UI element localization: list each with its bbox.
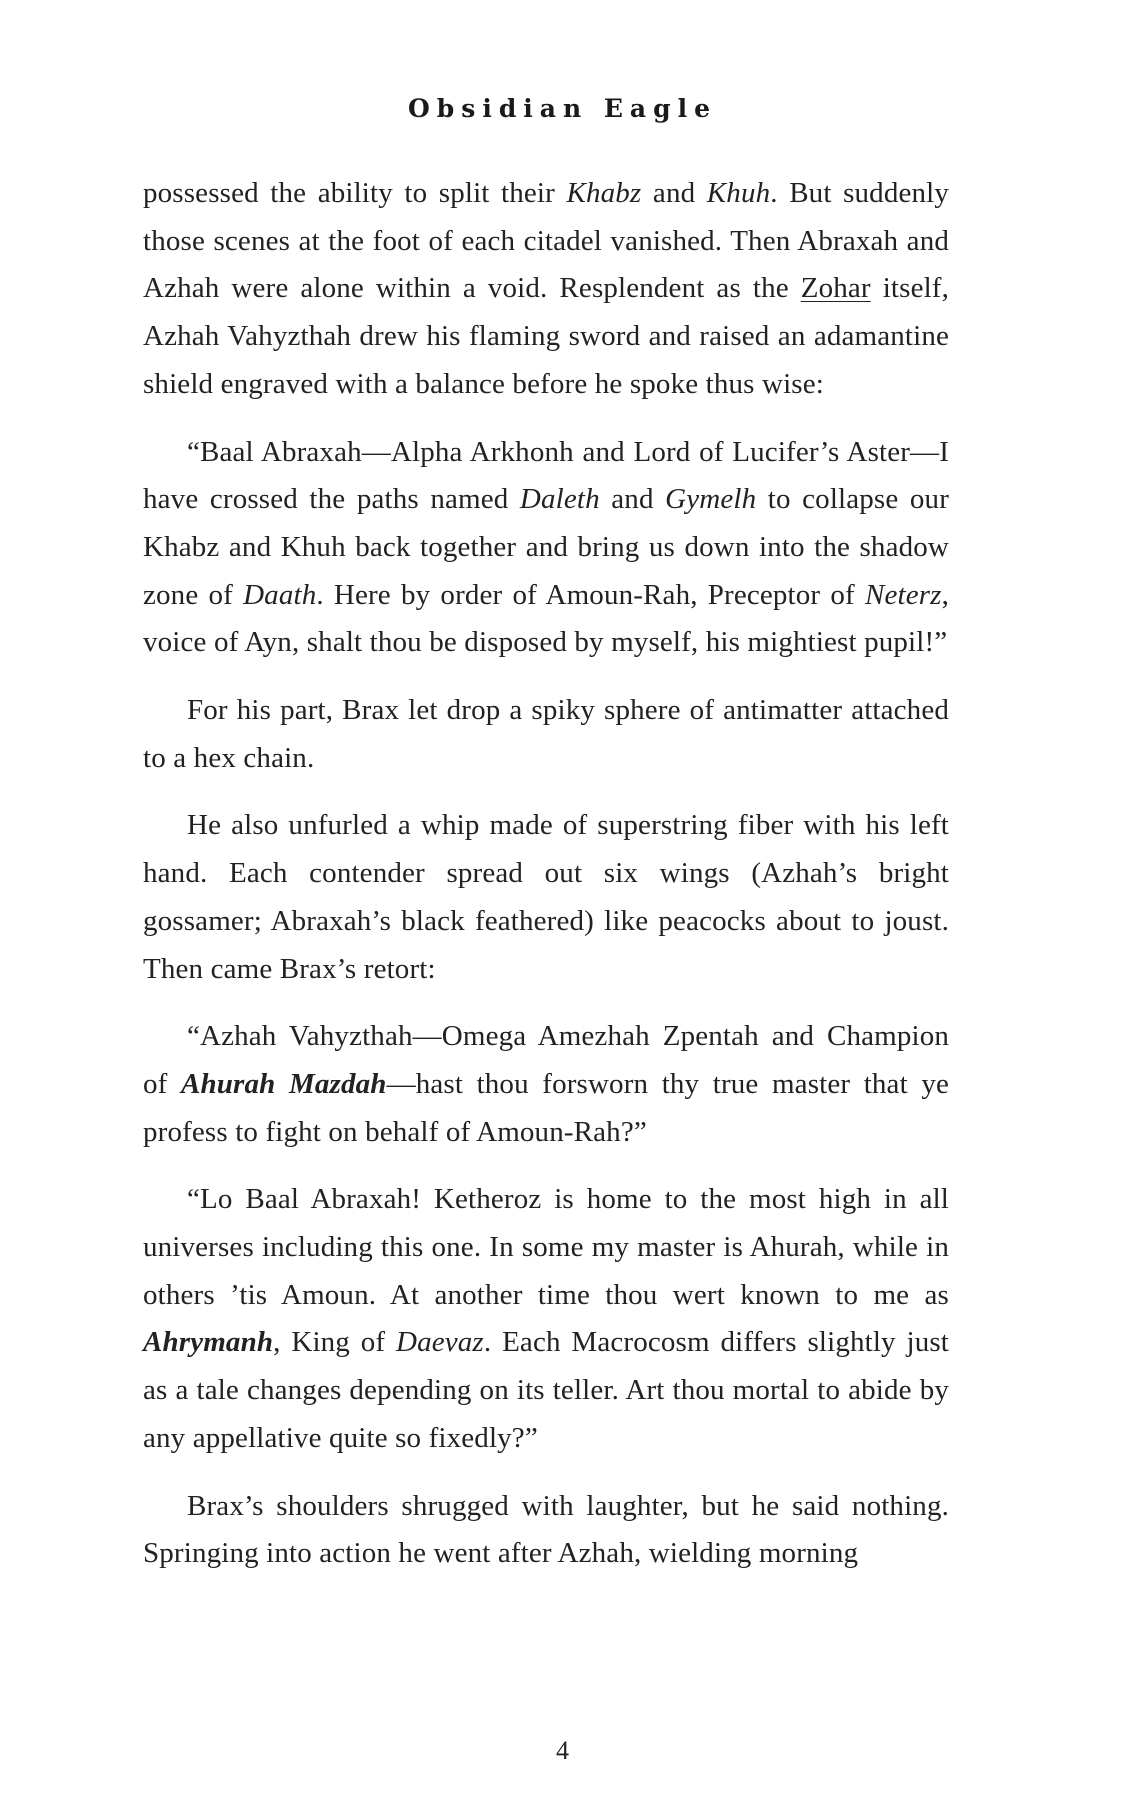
paragraph [143,1176,949,1462]
paragraph [143,1013,949,1156]
paragraph [143,1483,949,1578]
text-run: For his part, Brax let drop a spiky sphere of antimatter attached to a hex chain. [143,694,949,774]
text-run: , King of [273,1326,396,1359]
text-run: . Here by order of Amoun-Rah, Preceptor of [316,578,865,611]
text-run: Brax’s shoulders shrugged with laughter, but he said nothing. Springing into action he went after Azhah, wielding morning [143,1489,949,1570]
text-run: possessed the ability to split their [143,177,567,209]
italic-term: Gymelh [665,483,757,516]
text-run: He also unfurled a whip made of superstring fiber with his left hand. Each contender spread out six wings (Azhah’s bright gossamer; Abraxah’s black feathered) like peacocks about to joust. Then came Brax’s retort: [143,809,949,985]
text-run: , voice of Ayn, shalt thou be disposed by myself, his mightiest pupil!” [143,578,949,659]
text-run: “Lo Baal Abraxah! Ketheroz is home to the most high in all universes including this one. In some my master is Ahurah, while in others ’tis Amoun. At another time thou wert known to me as [143,1183,949,1311]
text-run: “Azhah Vahyzthah—Omega Amezhah Zpentah and Champion of [143,1020,949,1100]
text-run: and [599,483,666,516]
text-run: and [641,177,707,209]
underlined-term: Zohar [800,272,871,305]
italic-term: Daath [243,578,317,611]
paragraph [143,687,949,782]
running-header: Obsidian Eagle [407,94,718,123]
body-text [143,170,949,1598]
text-run: “Baal Abraxah—Alpha Arkhonh and Lord of Lucifer’s Aster—I have crossed the paths named [143,435,949,516]
italic-term: Khuh [706,177,771,209]
text-run: to collapse our Khabz and Khuh back together and bring us down into the shadow zone of [143,483,949,611]
italic-term: Daleth [519,483,600,516]
page-number: 4 [556,1736,569,1765]
text-run: itself, Azhah Vahyzthah drew his flaming sword and raised an adamantine shield engraved with a balance before he spoke thus wise: [143,272,950,400]
text-run: . But suddenly those scenes at the foot of each citadel vanished. Then Abraxah and Azhah were alone within a void. Resplendent as the [143,177,950,305]
italic-term: Daevaz [396,1326,484,1359]
italic-term: Khabz [566,177,642,209]
bold-italic-term: Ahurah Mazdah [181,1067,387,1100]
paragraph [143,170,949,409]
italic-term: Neterz [864,578,942,611]
bold-italic-term: Ahrymanh [143,1326,274,1359]
paragraph [143,429,949,668]
text-run: —hast thou forsworn thy true master that ye profess to fight on behalf of Amoun-Rah?” [143,1067,949,1148]
text-run: . Each Macrocosm differs slightly just as a tale changes depending on its teller. Art thou mortal to abide by any appellative quite so fixedly?” [143,1326,949,1454]
paragraph [143,802,949,993]
